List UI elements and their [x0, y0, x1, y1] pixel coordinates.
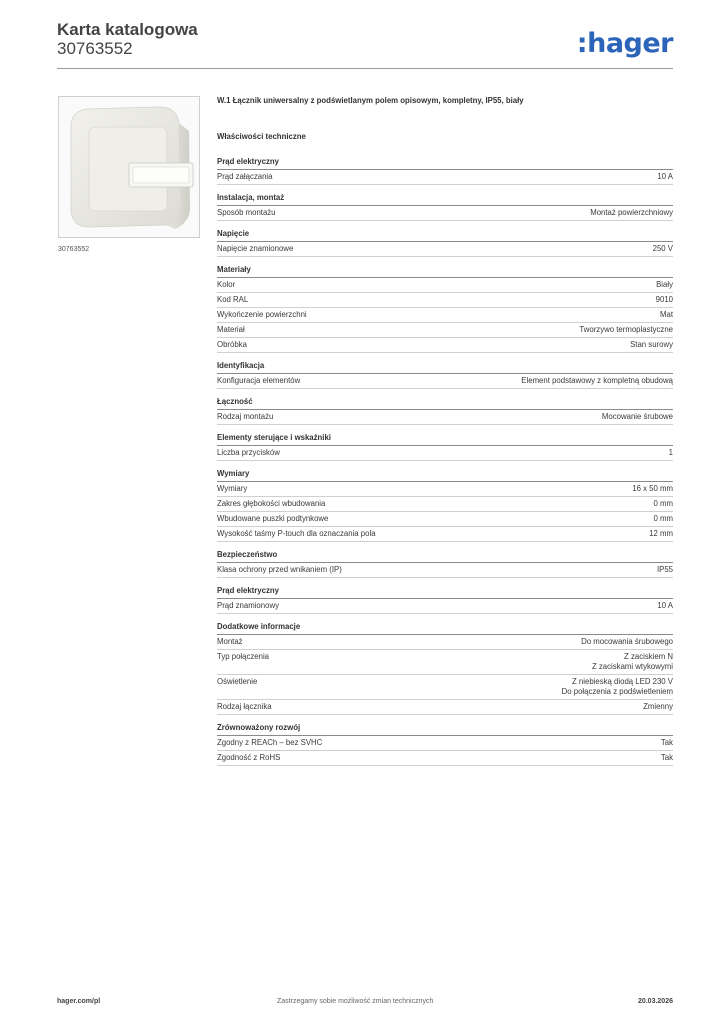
spec-group-title: Bezpieczeństwo — [217, 550, 673, 563]
spec-group-title: Wymiary — [217, 469, 673, 482]
footer-website-link[interactable]: hager.com/pl — [57, 998, 101, 1005]
spec-group — [217, 229, 673, 257]
spec-value — [590, 208, 673, 218]
spec-label: Kod RAL — [217, 295, 249, 304]
spec-value-line: 1 — [668, 448, 673, 457]
product-image — [58, 96, 200, 238]
spec-group — [217, 622, 673, 715]
spec-row — [217, 242, 673, 257]
spec-label: Zakres głębokości wbudowania — [217, 499, 326, 508]
spec-value — [653, 244, 673, 254]
spec-value — [669, 448, 673, 458]
spec-value — [657, 565, 673, 575]
spec-label: Wbudowane puszki podtynkowe — [217, 514, 329, 523]
spec-group — [217, 550, 673, 578]
spec-group-title: Materiały — [217, 265, 673, 278]
spec-value — [661, 753, 673, 763]
spec-group — [217, 586, 673, 614]
spec-row — [217, 497, 673, 512]
technical-properties-heading: Właściwości techniczne — [217, 132, 306, 141]
footer-notice: Zastrzegamy sobie możliwość zmian technicznych — [277, 998, 434, 1005]
spec-value-line: Tak — [660, 753, 673, 762]
spec-group-title: Dodatkowe informacje — [217, 622, 673, 635]
spec-value-line: Stan surowy — [630, 340, 673, 349]
spec-group — [217, 433, 673, 461]
spec-row — [217, 736, 673, 751]
spec-label: Wymiary — [217, 484, 248, 493]
spec-value — [632, 484, 673, 494]
spec-value — [592, 652, 673, 672]
spec-value-line: 0 mm — [653, 499, 673, 508]
page-header — [57, 20, 673, 70]
spec-value-line: 10 A — [657, 172, 673, 181]
spec-value-line: 12 mm — [649, 529, 673, 538]
spec-row — [217, 482, 673, 497]
spec-group — [217, 157, 673, 185]
document-number: 30763552 — [57, 39, 133, 58]
spec-value — [657, 601, 673, 611]
spec-group-title: Łączność — [217, 397, 673, 410]
spec-group-title: Instalacja, montaż — [217, 193, 673, 206]
spec-group-title: Elementy sterujące i wskaźniki — [217, 433, 673, 446]
document-title: Karta katalogowa — [57, 20, 198, 39]
spec-value-line: Do połączenia z podświetleniem — [561, 687, 673, 696]
spec-label: Liczba przycisków — [217, 448, 280, 457]
spec-label: Obróbka — [217, 340, 247, 349]
spec-value-line: 250 V — [652, 244, 673, 253]
spec-label: Wykończenie powierzchni — [217, 310, 307, 319]
image-caption: 30763552 — [58, 246, 90, 253]
spec-row — [217, 527, 673, 542]
spec-row — [217, 446, 673, 461]
spec-label: Materiał — [217, 325, 245, 334]
spec-label: Klasa ochrony przed wnikaniem (IP) — [217, 565, 342, 574]
spec-value-line: Z zaciskiem N — [624, 652, 673, 661]
spec-value-line: IP55 — [656, 565, 673, 574]
spec-label: Konfiguracja elementów — [217, 376, 301, 385]
spec-value-line: Mat — [660, 310, 673, 319]
spec-group — [217, 193, 673, 221]
spec-label: Oświetlenie — [217, 677, 258, 686]
spec-group — [217, 469, 673, 542]
spec-label: Rodzaj łącznika — [217, 702, 272, 711]
spec-group-title: Napięcie — [217, 229, 673, 242]
spec-value — [656, 295, 673, 305]
spec-row — [217, 410, 673, 425]
spec-row — [217, 635, 673, 650]
spec-row — [217, 278, 673, 293]
spec-value-line: Biały — [656, 280, 673, 289]
spec-value — [602, 412, 673, 422]
spec-row — [217, 512, 673, 527]
spec-value-line: Z zaciskami wtykowymi — [591, 662, 673, 671]
spec-label: Wysokość taśmy P-touch dla oznaczania pola — [217, 529, 376, 538]
spec-label: Prąd znamionowy — [217, 601, 279, 610]
spec-groups — [217, 157, 673, 766]
spec-row — [217, 700, 673, 715]
spec-row — [217, 206, 673, 221]
spec-value — [661, 738, 673, 748]
spec-group — [217, 361, 673, 389]
spec-label: Napięcie znamionowe — [217, 244, 294, 253]
spec-row — [217, 650, 673, 675]
spec-value — [581, 637, 673, 647]
spec-group-title: Identyfikacja — [217, 361, 673, 374]
spec-label: Typ połączenia — [217, 652, 270, 661]
spec-group-title: Prąd elektryczny — [217, 586, 673, 599]
spec-group — [217, 397, 673, 425]
spec-group-title: Prąd elektryczny — [217, 157, 673, 170]
spec-value-line: Do mocowania śrubowego — [581, 637, 673, 646]
spec-value-line: Tworzywo termoplastyczne — [579, 325, 673, 334]
spec-row — [217, 599, 673, 614]
spec-value-line: Element podstawowy z kompletną obudową — [521, 376, 673, 385]
spec-value-line: 9010 — [655, 295, 673, 304]
spec-value — [657, 172, 673, 182]
spec-label: Zgodny z REACh – bez SVHC — [217, 738, 323, 747]
spec-value — [643, 702, 673, 712]
spec-value — [660, 310, 673, 320]
spec-value-line: Montaż powierzchniowy — [590, 208, 673, 217]
spec-row — [217, 170, 673, 185]
spec-label: Prąd załączania — [217, 172, 273, 181]
spec-value-line: Mocowanie śrubowe — [601, 412, 673, 421]
spec-value — [521, 376, 673, 386]
footer-date: 20.03.2026 — [637, 998, 673, 1005]
spec-label: Zgodność z RoHS — [217, 753, 281, 762]
spec-value — [649, 529, 673, 539]
spec-row — [217, 338, 673, 353]
spec-value — [654, 514, 674, 524]
spec-row — [217, 308, 673, 323]
spec-value-line: 16 x 50 mm — [632, 484, 673, 493]
spec-value — [656, 280, 673, 290]
spec-value-line: 0 mm — [653, 514, 673, 523]
spec-row — [217, 751, 673, 766]
spec-group — [217, 265, 673, 353]
spec-row — [217, 293, 673, 308]
spec-value — [654, 499, 674, 509]
spec-row — [217, 374, 673, 389]
spec-row — [217, 675, 673, 700]
spec-row — [217, 563, 673, 578]
switch-illustration — [59, 97, 199, 237]
spec-value — [630, 340, 673, 350]
spec-value-line: Tak — [660, 738, 673, 747]
product-title: W.1 Łącznik uniwersalny z podświetlanym polem opisowym, kompletny, IP55, biały — [217, 96, 524, 105]
header-divider — [57, 68, 673, 69]
spec-group-title: Zrównoważony rozwój — [217, 723, 673, 736]
spec-value-line: 10 A — [657, 601, 673, 610]
spec-group — [217, 723, 673, 766]
spec-content — [217, 96, 673, 774]
spec-row — [217, 323, 673, 338]
spec-value-line: Zmienny — [643, 702, 673, 711]
spec-label: Montaż — [217, 637, 243, 646]
spec-value — [562, 677, 673, 697]
spec-value-line: Z niebieską diodą LED 230 V — [572, 677, 673, 686]
spec-label: Sposób montażu — [217, 208, 276, 217]
spec-label: Rodzaj montażu — [217, 412, 274, 421]
spec-label: Kolor — [217, 280, 236, 289]
spec-value — [579, 325, 673, 335]
hager-logo[interactable]: :hager — [576, 28, 673, 59]
